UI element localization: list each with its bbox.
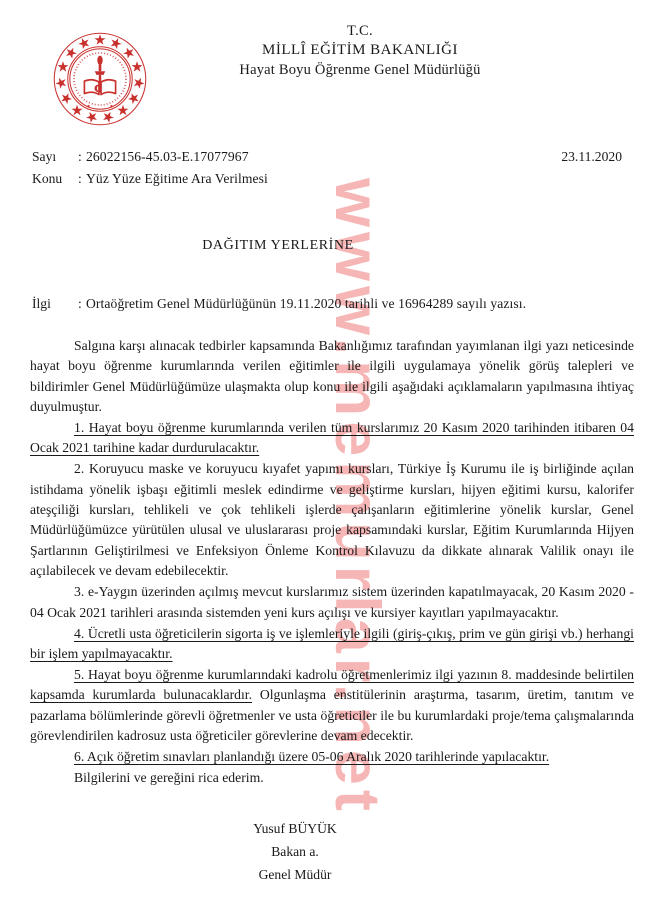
konu-colon: : — [78, 171, 82, 187]
ilgi-value: Ortaöğretim Genel Müdürlüğünün 19.11.2020 tarihli ve 16964289 sayılı yazısı. — [86, 296, 527, 312]
signatory-name: Yusuf BÜYÜK — [253, 821, 337, 837]
sayi-colon: : — [78, 149, 82, 164]
paragraph-intro: Salgına karşı alınacak tedbirler kapsamında Bakanlığımız tarafından yayımlanan ilgi yazı neticesinde hayat boyu öğrenme kurumlarında verilen eğitimler ile ilgili uygulamaya yönelik görüş talepleri ve bildirimler Genel Müdürlüğümüze ulaşmakta olup konu ile ilgili aşağıdaki açıklamaların yapılmasına ihtiyaç duyulmuştur. — [30, 338, 634, 415]
document-body — [30, 336, 634, 788]
paragraph-item-3: 3. e-Yaygın üzerinden açılmış mevcut kurslarımız sistem üzerinden kapatılmayacak, 20 Kasım 2020 - 04 Ocak 2021 tarihleri arasında sistemden yeni kurs açılışı ve kursiyer kayıtları yapılmayacaktır. — [30, 584, 634, 620]
document-date: 23.11.2020 — [561, 149, 622, 164]
reference-line — [32, 296, 634, 312]
sayi-label: Sayı — [32, 149, 57, 164]
sayi-value: 26022156-45.03-E.17077967 — [86, 149, 249, 164]
ilgi-colon: : — [78, 296, 82, 312]
paragraph-item-4: 4. Ücretli usta öğreticilerin sigorta iş ve işlemleriyle ilgili (giriş-çıkış, prim ve gün girişi vb.) herhangi bir işlem yapılmayacaktır. — [30, 625, 634, 661]
meta-row-sayi — [32, 146, 634, 168]
paragraph-item-5 — [30, 665, 634, 746]
signatory-title-2: Genel Müdür — [258, 866, 332, 882]
distribution-heading: DAĞITIM YERLERİNE — [202, 238, 354, 254]
header-line-tc: T.C. — [347, 23, 373, 39]
konu-label: Konu — [32, 171, 63, 187]
document-meta-block — [32, 146, 634, 190]
meta-row-konu — [32, 168, 634, 190]
header-line-department: Hayat Boyu Öğrenme Genel Müdürlüğü — [239, 61, 481, 78]
signature-inner — [220, 818, 370, 886]
meb-seal-logo-icon — [47, 27, 153, 131]
konu-value: Yüz Yüze Eğitime Ara Verilmesi — [86, 171, 268, 187]
signatory-title-1: Bakan a. — [271, 844, 319, 860]
paragraph-item-5-underlined: 5. Hayat boyu öğrenme kurumlarındaki kadrolu öğretmenlerimiz ilgi yazının 8. maddesinde belirtilen kapsamda kurumlarda bulunacaklardır. — [30, 666, 634, 703]
paragraph-closing: Bilgilerini ve gereğini rica ederim. — [74, 769, 264, 785]
watermark-text: www.memurlar.net — [322, 178, 392, 816]
paragraph-item-2: 2. Koruyucu maske ve koruyucu kıyafet yapımı kursları, Türkiye İş Kurumu ile iş birliğinde açılan istihdama yönelik işbaşı eğitimli meslek edindirme ve geliştirme kursları, hijyen eğitimi kursu, kalorifer ateşçiliği kursları, tehlikeli ve çok tehlikeli işlerde çalışanların eğitimlerine yönelik kurslar, Genel Müdürlüğümüzce yürütülen ulusal ve uluslararası proje kapsamındaki kurslar, Eğitim Kurumlarında Hijyen Şartlarının Geliştirilmesi ve Enfeksiyon Önleme Kontrol Kılavuzu da dikkate alınarak Valilik onayı ile açılabilecek ve devam edebilecektir. — [30, 461, 634, 579]
document-header — [0, 0, 660, 112]
paragraph-item-5-rest: Olgunlaşma enstitülerinin araştırma, tasarım, üretim, tanıtım ve pazarlama bölümlerinde görevli öğretmenler ve usta öğreticiler ile bu kurumlardaki proje/tema çalışmalarında görevlendirilen kadrosuz usta öğreticiler görevlerine devam edecektir. — [30, 687, 634, 743]
ilgi-label: İlgi — [32, 296, 51, 312]
signature-block — [0, 818, 660, 886]
paragraph-item-6: 6. Açık öğretim sınavları planlandığı üzere 05-06 Aralık 2020 tarihlerinde yapılacaktır. — [74, 748, 550, 764]
header-line-ministry: MİLLÎ EĞİTİM BAKANLIĞI — [262, 42, 458, 59]
paragraph-item-1: 1. Hayat boyu öğrenme kurumlarında verilen tüm kurslarımız 20 Kasım 2020 tarihinden itibaren 04 Ocak 2021 tarihine kadar durdurulacaktır. — [30, 420, 634, 456]
